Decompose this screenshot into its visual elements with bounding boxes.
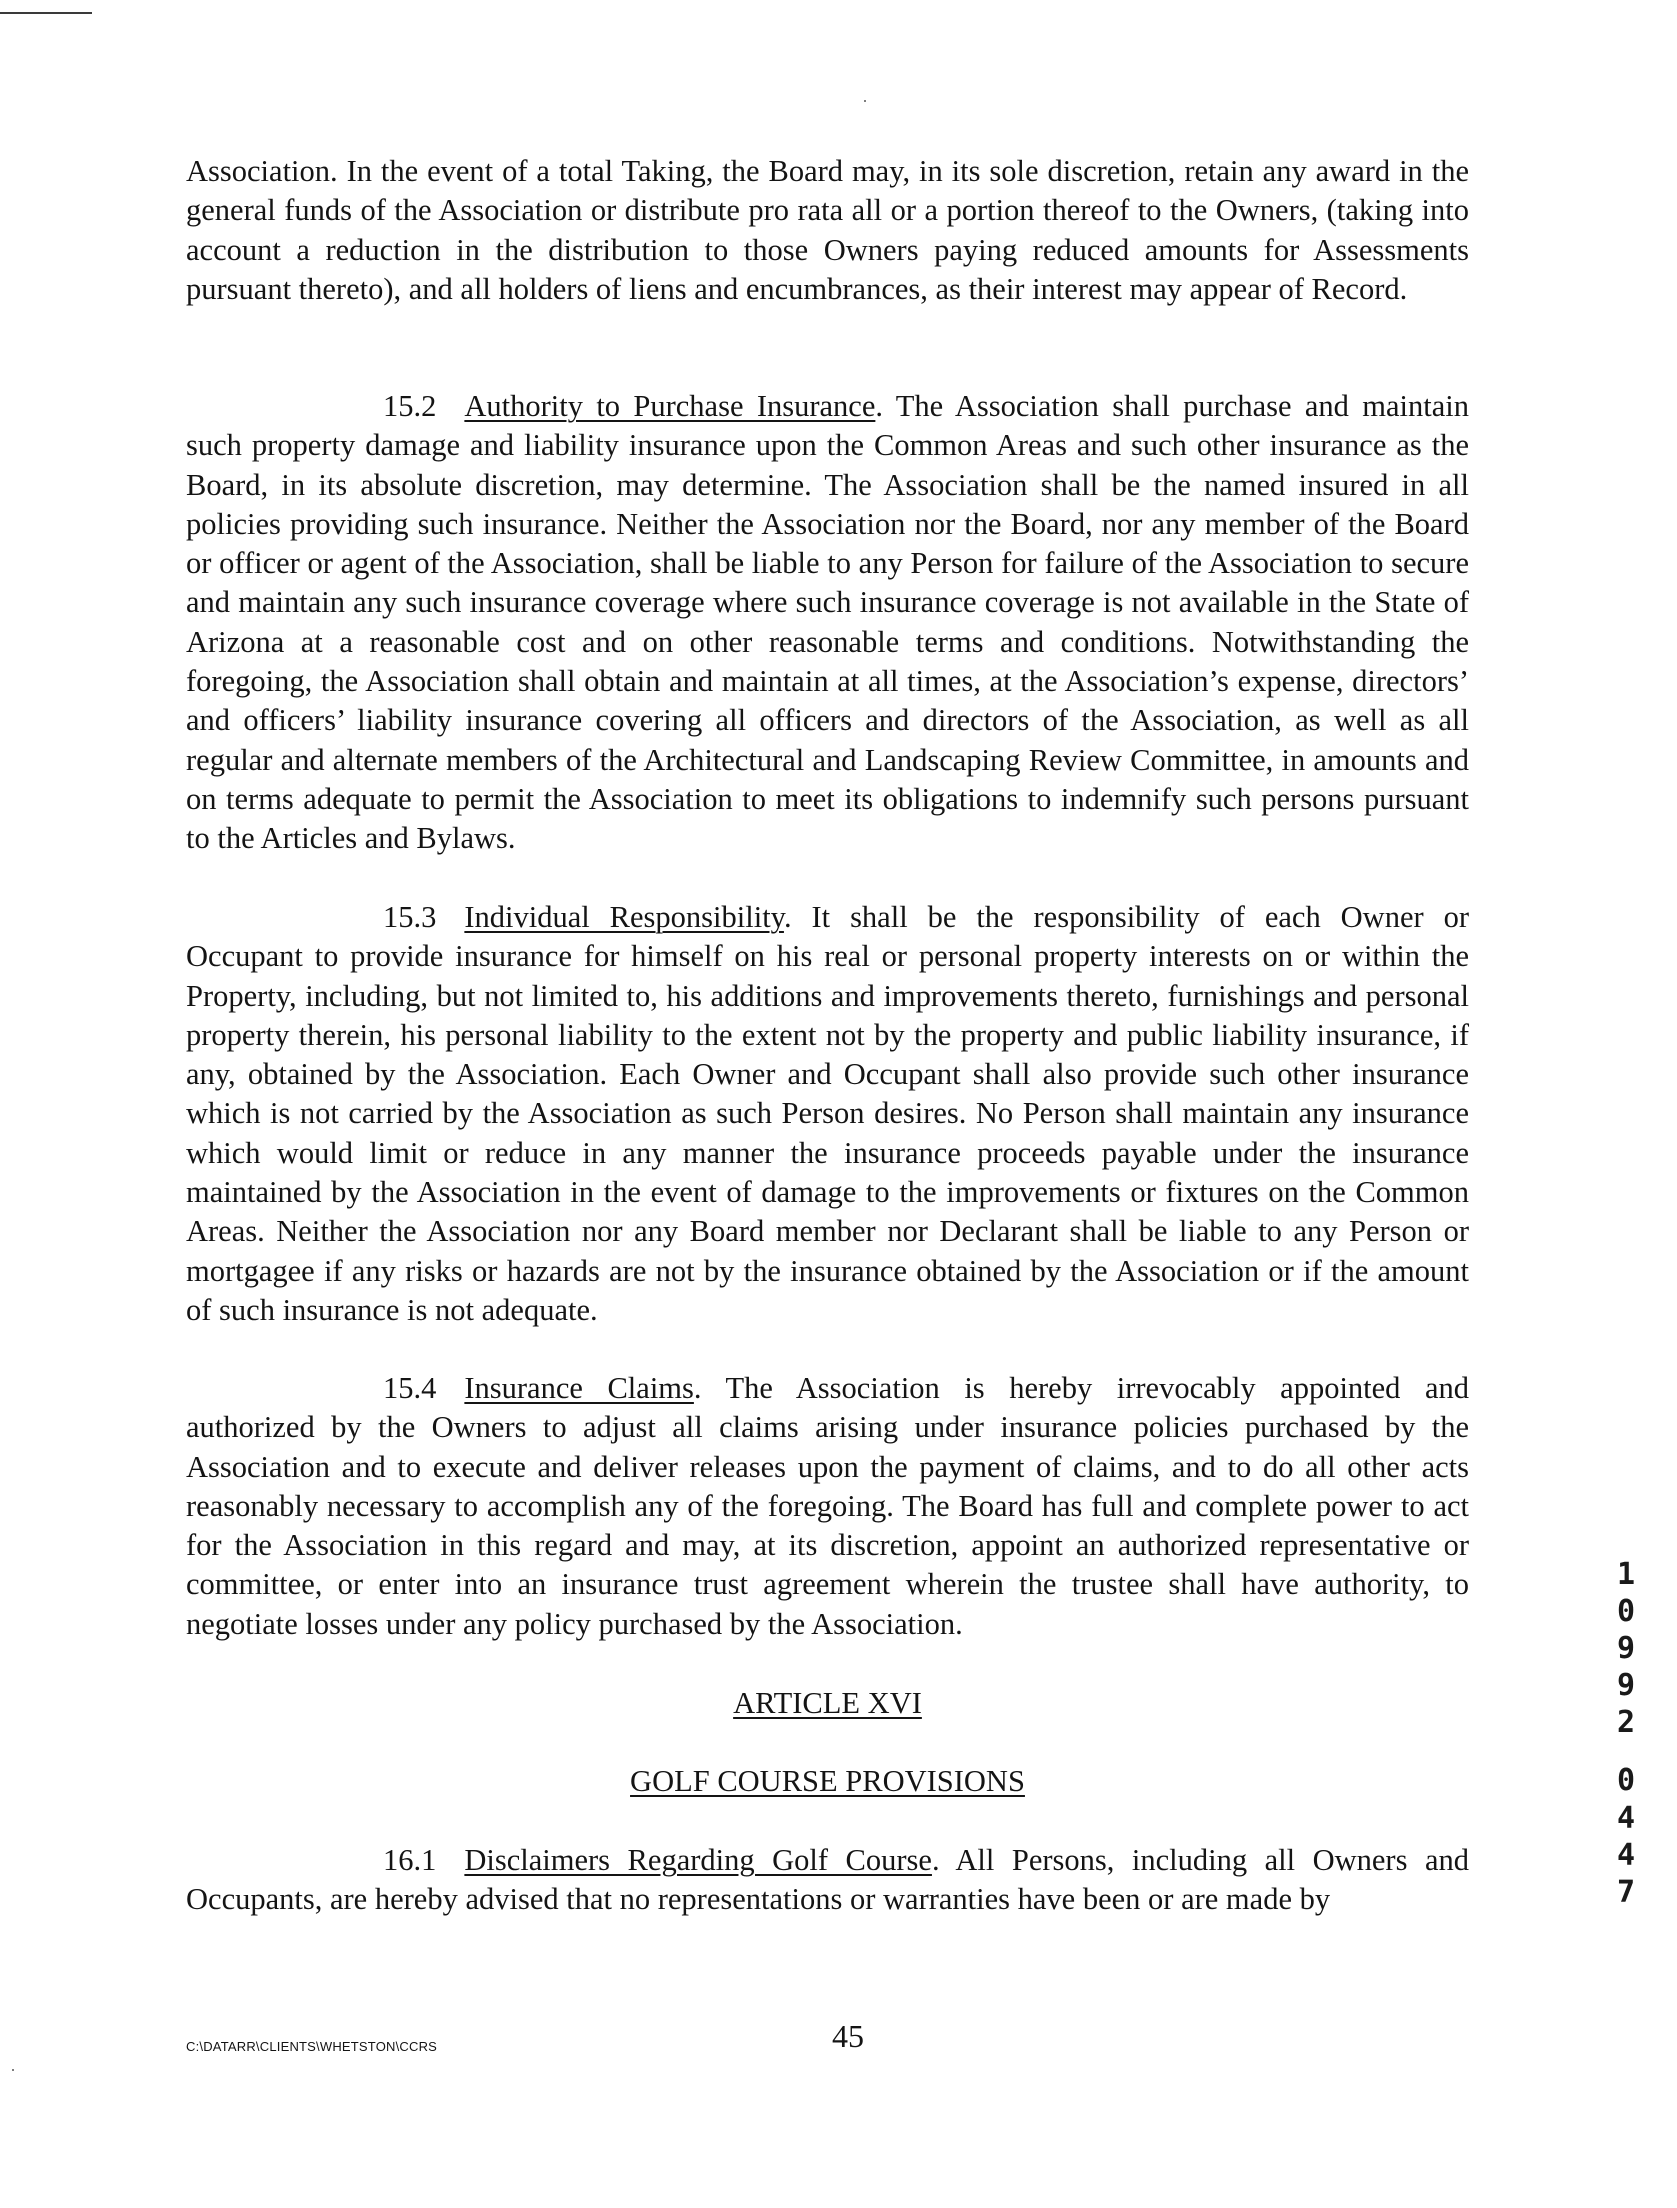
- section-text: . The Association shall purchase and maintain such property damage and liability insurance upon the Common Areas and such other insurance as the Board, in its absolute discretion, may determine. The Association shall be the named insured in all policies providing such insurance. Neither the Association nor the Board, nor any member of the Board or officer or agent of the Association, shall be liable to any Person for failure of the Association to secure and maintain any such insurance coverage where such insurance coverage is not available in the State of Arizona at a reasonable cost and on other reasonable terms and conditions. Notwithstanding the foregoing, the Association shall obtain and maintain at all times, at the Association’s expense, directors’ and officers’ liability insurance covering all officers and directors of the Association, as well as all regular and alternate members of the Architectural and Landscaping Review Committee, in amounts and on terms adequate to permit the Association to meet its obligations to indemnify such persons pursuant to the Articles and Bylaws.: [186, 389, 1469, 856]
- section-text: . All Persons, including all Owners and Occupants, are hereby advised that no representations or warranties have been or are made by: [186, 1843, 1469, 1917]
- section-15-4: [186, 1369, 1469, 1644]
- footer-file-path: C:\DATARR\CLIENTS\WHETSTON\CCRS: [186, 2039, 438, 2054]
- scan-edge-line: [0, 12, 92, 14]
- section-number: 15.2: [383, 389, 437, 423]
- recording-number-digit: 2: [1616, 1705, 1636, 1740]
- scan-speck: [12, 2069, 14, 2071]
- paragraph-intro: [186, 152, 1469, 309]
- recording-number-digit: 7: [1616, 1875, 1636, 1910]
- recording-number-digit: 4: [1616, 1801, 1636, 1836]
- recording-number-digit: 0: [1616, 1763, 1636, 1798]
- section-number: 15.3: [383, 900, 437, 934]
- recording-number-digit: 0: [1616, 1594, 1636, 1629]
- article-label: ARTICLE XVI: [733, 1686, 922, 1720]
- recording-number-digit: 1: [1616, 1557, 1636, 1592]
- article-title: GOLF COURSE PROVISIONS: [630, 1764, 1025, 1798]
- section-title: Disclaimers Regarding Golf Course: [464, 1843, 932, 1877]
- section-title: Insurance Claims: [464, 1371, 694, 1405]
- section-16-1: [186, 1841, 1469, 1920]
- scan-speck: [864, 100, 866, 102]
- recording-number-digit: 9: [1616, 1668, 1636, 1703]
- section-15-3: [186, 898, 1469, 1330]
- section-text: . It shall be the responsibility of each Owner or Occupant to provide insurance for himself on his real or personal property interests on or within the Property, including, but not limited to, his additions and improvements thereto, furnishings and personal property therein, his personal liability to the extent not by the property and public liability insurance, if any, obtained by the Association. Each Owner and Occupant shall also provide such other insurance which is not carried by the Association as such Person desires. No Person shall maintain any insurance which would limit or reduce in any manner the insurance proceeds payable under the insurance maintained by the Association in the event of damage to the improvements or fixtures on the Common Areas. Neither the Association nor any Board member nor Declarant shall be liable to any Person or mortgagee if any risks or hazards are not by the insurance obtained by the Association or if the amount of such insurance is not adequate.: [186, 900, 1469, 1327]
- section-15-2: [186, 387, 1469, 859]
- recording-number-digit: 4: [1616, 1838, 1636, 1873]
- section-title: Authority to Purchase Insurance: [464, 389, 876, 423]
- section-number: 16.1: [383, 1843, 437, 1877]
- section-title: Individual Responsibility: [464, 900, 784, 934]
- recording-number-digit: 9: [1616, 1631, 1636, 1666]
- page-number: 45: [832, 2018, 864, 2054]
- section-number: 15.4: [383, 1371, 437, 1405]
- section-text: . The Association is hereby irrevocably appointed and authorized by the Owners to adjust all claims arising under insurance policies purchased by the Association and to execute and deliver releases upon the payment of claims, and to do all other acts reasonably necessary to accomplish any of the foregoing. The Board has full and complete power to act for the Association in this regard and may, at its discretion, appoint an authorized representative or committee, or enter into an insurance trust agreement wherein the trustee shall have authority, to negotiate losses under any policy purchased by the Association.: [186, 1371, 1470, 1641]
- paragraph-text: Association. In the event of a total Taking, the Board may, in its sole discretion, retain any award in the general funds of the Association or distribute pro rata all or a portion thereof to the Owners, (taking into account a reduction in the distribution to those Owners paying reduced amounts for Assessments pursuant thereto), and all holders of liens and encumbrances, as their interest may appear of Record.: [186, 154, 1469, 306]
